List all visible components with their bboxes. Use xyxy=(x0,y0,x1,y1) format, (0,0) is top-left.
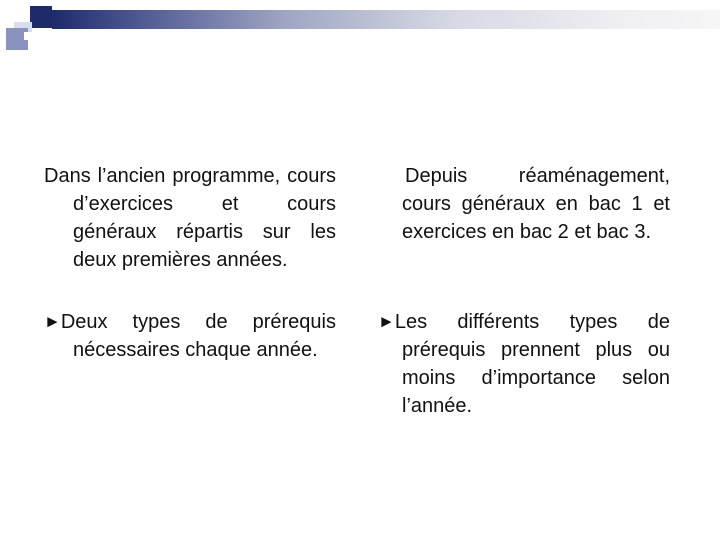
header-gradient-bar xyxy=(52,10,720,29)
arrow-bullet-icon: ► xyxy=(44,312,61,331)
arrow-bullet-icon: ► xyxy=(378,312,395,331)
left-bullet-paragraph xyxy=(44,308,336,364)
right-bullet-text: Les différents types de prérequis prennent plus ou moins d’importance selon l’année. xyxy=(394,311,670,417)
left-paragraph-old-program: Dans l’ancien programme, cours d’exercices et cours généraux répartis sur les deux premières années. xyxy=(44,165,336,271)
left-bullet-text: Deux types de prérequis nécessaires chaque année. xyxy=(60,311,336,361)
decor-square-navy xyxy=(30,6,52,28)
right-paragraph-new-program: Depuis réaménagement, cours généraux en bac 1 et exercices en bac 2 et bac 3. xyxy=(402,165,670,243)
decor-square-small xyxy=(24,32,32,40)
left-column xyxy=(44,162,336,364)
right-bullet-paragraph xyxy=(378,308,670,420)
slide-header-decoration xyxy=(0,0,720,60)
right-column xyxy=(378,162,670,420)
